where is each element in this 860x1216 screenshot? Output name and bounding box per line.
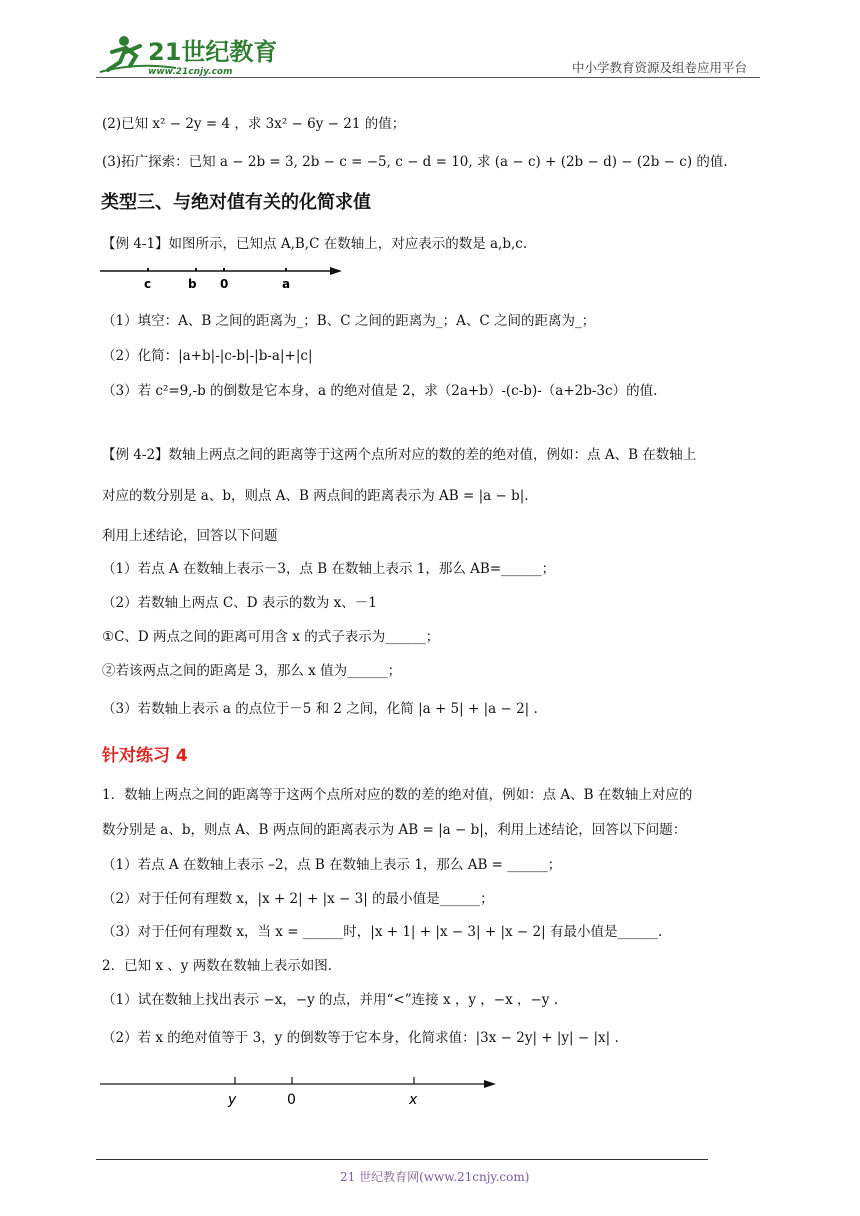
example-4-2-line1: 【例 4-2】数轴上两点之间的距离等于这两个点所对应的数的差的绝对值，例如：点 A、B 在数轴上 bbox=[102, 447, 697, 463]
label-y: y bbox=[228, 1092, 237, 1108]
number-line-2 bbox=[98, 1072, 500, 1112]
practice-2-q1: （1）试在数轴上找出表示 −x，−y 的点，并用“<”连接 x ，y ，−x ，−y . bbox=[102, 992, 559, 1008]
example-4-2-q2: （2）若数轴上两点 C、D 表示的数为 x、－1 bbox=[102, 595, 377, 611]
practice-1-q2: （2）对于任何有理数 x，|x + 2| + |x − 3| 的最小值是______； bbox=[102, 891, 494, 907]
question-3: (3)拓广探索：已知 a − 2b = 3, 2b − c = −5, c − d = 10, 求 (a − c) + (2b − d) − (2b − c) 的值. bbox=[102, 154, 728, 170]
label-c: c bbox=[144, 277, 152, 291]
example-4-2-q3: （3）若数轴上表示 a 的点位于－5 和 2 之间，化简 |a + 5| + |a − 2| . bbox=[102, 701, 538, 717]
label-b: b bbox=[188, 277, 197, 291]
section-title-type3: 类型三、与绝对值有关的化简求值 bbox=[101, 192, 371, 213]
practice-1-line1: 1．数轴上两点之间的距离等于这两个点所对应的数的差的绝对值，例如：点 A、B 在数轴上对应的 bbox=[102, 787, 693, 803]
label-0: 0 bbox=[220, 277, 229, 291]
arrow-right-icon bbox=[330, 267, 342, 275]
example-4-1-q2: （2）化简：|a+b|-|c-b|-|b-a|+|c| bbox=[102, 348, 313, 364]
practice-title: 针对练习 4 bbox=[102, 746, 188, 766]
label-a: a bbox=[282, 277, 291, 291]
example-4-2-line2: 对应的数分别是 a、b，则点 A、B 两点间的距离表示为 AB = |a − b|. bbox=[102, 488, 529, 504]
example-4-1-q3: （3）若 c²=9,-b 的倒数是它本身，a 的绝对值是 2，求（2a+b）-(c-b)-（a+2b-3c）的值. bbox=[102, 383, 658, 399]
example-4-1: 【例 4-1】如图所示，已知点 A,B,C 在数轴上，对应表示的数是 a,b,c. bbox=[102, 236, 528, 252]
arrow-right-icon bbox=[484, 1080, 496, 1088]
logo-text: 21世纪教育 bbox=[148, 38, 276, 66]
question-2: (2)已知 x² − 2y = 4 ，求 3x² − 6y − 21 的值； bbox=[102, 116, 406, 132]
practice-1-line2: 数分别是 a、b，则点 A、B 两点间的距离表示为 AB = |a − b|，利用上述结论，回答以下问题： bbox=[102, 822, 687, 838]
practice-1-q1: （1）若点 A 在数轴上表示 –2，点 B 在数轴上表示 1，那么 AB = ______； bbox=[102, 857, 562, 873]
logo-runner-icon bbox=[96, 32, 276, 78]
example-4-2-q1: （1）若点 A 在数轴上表示－3，点 B 在数轴上表示 1，那么 AB=______； bbox=[102, 561, 556, 577]
practice-2: 2．已知 x 、y 两数在数轴上表示如图. bbox=[102, 958, 332, 974]
practice-1-q3: （3）对于任何有理数 x，当 x = ______时，|x + 1| + |x − 3| + |x − 2| 有最小值是______. bbox=[102, 924, 663, 940]
label-x: x bbox=[409, 1092, 418, 1108]
header-platform-text: 中小学教育资源及组卷应用平台 bbox=[572, 60, 748, 75]
example-4-1-q1: （1）填空：A、B 之间的距离为_；B、C 之间的距离为_；A、C 之间的距离为_； bbox=[102, 313, 596, 329]
header-divider bbox=[96, 77, 760, 78]
example-4-2-line3: 利用上述结论，回答以下问题 bbox=[102, 528, 278, 544]
logo bbox=[96, 32, 276, 78]
footer-divider bbox=[96, 1159, 708, 1160]
footer-link[interactable]: 21 世纪教育网(www.21cnjy.com) bbox=[340, 1170, 530, 1184]
example-4-2-q2a: ①C、D 两点之间的距离可用含 x 的式子表示为______； bbox=[102, 629, 440, 645]
practice-2-q2: （2）若 x 的绝对值等于 3，y 的倒数等于它本身，化简求值：|3x − 2y| + |y| − |x| . bbox=[102, 1030, 619, 1046]
example-4-2-q2b: ②若该两点之间的距离是 3，那么 x 值为______； bbox=[102, 663, 402, 679]
label-0: 0 bbox=[287, 1092, 296, 1108]
number-line-1 bbox=[100, 262, 350, 296]
logo-url: www.21cnjy.com bbox=[148, 67, 233, 77]
